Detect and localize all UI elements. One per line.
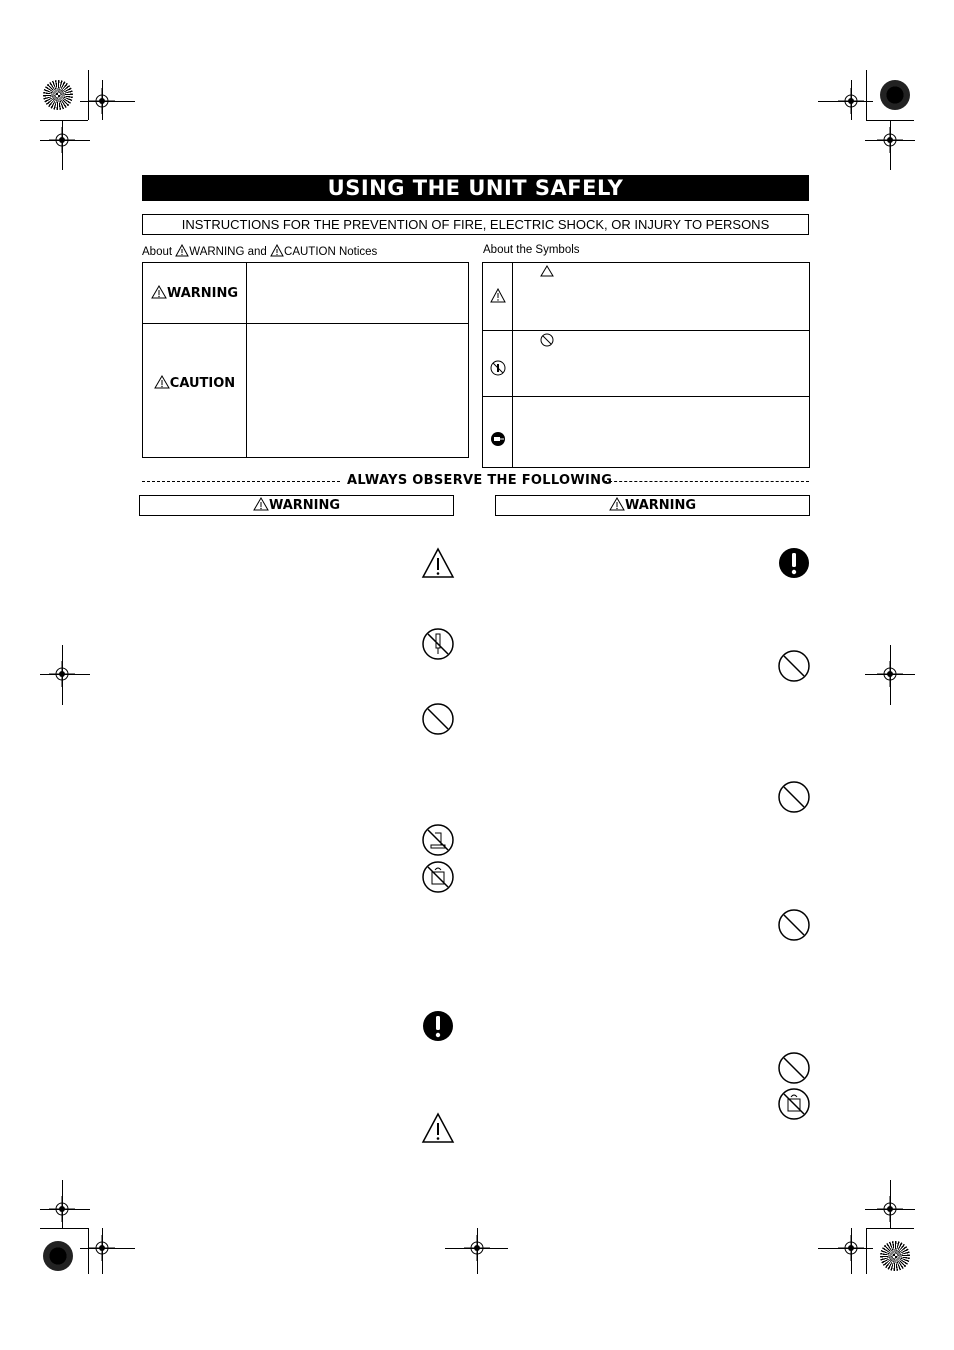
mandatory-action-icon — [421, 1009, 455, 1043]
registration-starburst-icon — [43, 80, 73, 110]
no-disassemble-icon — [421, 627, 455, 661]
no-disassemble-icon — [490, 360, 506, 376]
unplug-icon — [490, 431, 506, 447]
caution-triangle-icon — [490, 288, 506, 303]
prohibited-icon — [777, 908, 811, 942]
instructions-subtitle: INSTRUCTIONS FOR THE PREVENTION OF FIRE, ELECTRIC SHOCK, OR INJURY TO PERSONS — [142, 214, 809, 235]
caution-notice-label: CAUTION — [143, 375, 246, 391]
notices-heading-caution: CAUTION Notices — [284, 246, 378, 258]
triangle-symbol-icon — [540, 265, 554, 277]
warning-notice-label: WARNING — [143, 285, 246, 301]
prohibited-symbol-icon — [540, 333, 554, 347]
no-water-icon — [777, 1087, 811, 1121]
mandatory-action-icon — [777, 546, 811, 580]
divider-left — [142, 481, 340, 482]
warning-triangle-icon — [253, 497, 269, 511]
notices-heading — [142, 244, 377, 258]
always-observe-label: ALWAYS OBSERVE THE FOLLOWING — [347, 473, 613, 488]
prohibited-icon — [777, 780, 811, 814]
prohibited-icon — [777, 649, 811, 683]
prohibited-icon — [777, 1051, 811, 1085]
notices-heading-warning: WARNING and — [189, 246, 267, 258]
symbols-table — [482, 262, 810, 468]
warning-triangle-icon — [151, 285, 167, 299]
symbols-heading: About the Symbols — [483, 244, 580, 256]
no-water-icon — [421, 860, 455, 894]
notices-heading-prefix: About — [142, 246, 173, 258]
notices-table — [142, 262, 469, 458]
registration-dot-icon — [43, 1241, 73, 1271]
caution-triangle-icon — [421, 1111, 455, 1145]
caution-triangle-icon — [154, 375, 170, 389]
warning-triangle-icon — [270, 244, 284, 257]
warning-triangle-icon — [175, 244, 189, 257]
registration-dot-icon — [880, 80, 910, 110]
warning-triangle-icon — [609, 497, 625, 511]
divider-right — [604, 481, 809, 482]
right-warning-header: WARNING — [495, 495, 810, 516]
no-wet-hands-icon — [421, 823, 455, 857]
caution-triangle-icon — [421, 546, 455, 580]
registration-starburst-icon — [880, 1241, 910, 1271]
prohibited-icon — [421, 702, 455, 736]
page-title: USING THE UNIT SAFELY — [142, 175, 809, 201]
left-warning-header: WARNING — [139, 495, 454, 516]
